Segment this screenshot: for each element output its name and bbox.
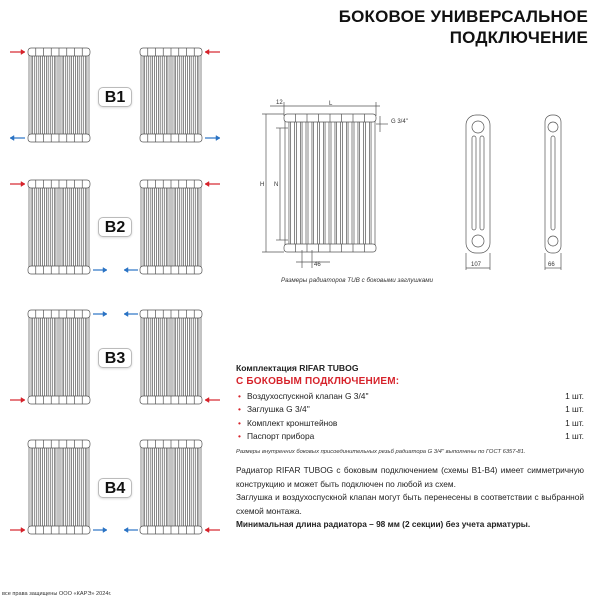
flow-arrow-icon — [10, 398, 25, 403]
kit-item-label: • Комплект кронштейнов — [236, 419, 337, 428]
scheme-badge-b2: B2 — [98, 217, 132, 237]
technical-drawing — [262, 102, 561, 270]
kit-section — [236, 363, 584, 455]
copyright-footer: все права защищены ООО «КАРЭ» 2024г. — [2, 591, 112, 597]
dim-66: 66 — [548, 262, 555, 268]
flow-arrow-icon — [10, 528, 25, 533]
dim-thread: G 3/4'' — [391, 119, 408, 125]
radiator-side-view-107 — [466, 115, 490, 270]
dim-107: 107 — [471, 262, 482, 268]
drawing-caption: Размеры радиаторов TUB с боковыми заглушками — [280, 277, 434, 284]
dim-n: N — [274, 182, 279, 188]
radiator-icon — [28, 48, 90, 142]
kit-item-label: • Паспорт прибора — [236, 432, 314, 441]
radiator-side-view-66 — [545, 115, 561, 270]
flow-arrow-icon — [124, 312, 138, 317]
radiator-icon — [140, 310, 202, 404]
radiator-icon — [140, 48, 202, 142]
flow-arrow-icon — [93, 528, 107, 533]
description — [236, 464, 584, 532]
radiator-icon — [28, 310, 90, 404]
flow-arrow-icon — [205, 182, 220, 187]
title-line-1: БОКОВОЕ УНИВЕРСАЛЬНОЕ — [338, 7, 588, 26]
radiator-icon — [28, 440, 90, 534]
kit-item-qty: 1 шт. — [565, 417, 584, 428]
radiator-icon — [140, 180, 202, 274]
description-p2: Заглушка и воздухоспускной клапан могут быть перенесены в соответствии с выбранной схемой монтажа. — [236, 492, 584, 516]
kit-item-qty: 1 шт. — [565, 390, 584, 401]
flow-arrow-icon — [124, 268, 138, 273]
kit-item-qty: 1 шт. — [565, 431, 584, 441]
dim-l: L — [329, 101, 333, 107]
kit-item — [236, 432, 584, 441]
connection-schemes — [10, 48, 220, 534]
kit-title: Комплектация RIFAR TUBOG — [236, 363, 359, 373]
kit-subtitle: С БОКОВЫМ ПОДКЛЮЧЕНИЕМ: — [236, 376, 400, 387]
scheme-badge-b1: B1 — [98, 87, 132, 107]
description-min-length: Минимальная длина радиатора – 98 мм (2 секции) без учета арматуры. — [236, 519, 531, 529]
kit-item — [236, 419, 584, 428]
description-p1: Радиатор RIFAR TUBOG с боковым подключением (схемы B1-B4) имеет симметричную конструкцию и может быть подключен по любой из схем. — [236, 465, 584, 489]
flow-arrow-icon — [205, 136, 220, 141]
radiator-icon — [284, 114, 376, 252]
flow-arrow-icon — [205, 398, 220, 403]
dim-46: 46 — [314, 262, 321, 268]
kit-item-label: • Заглушка G 3/4'' — [236, 405, 310, 414]
flow-arrow-icon — [10, 50, 25, 55]
kit-item-qty: 1 шт. — [565, 404, 584, 414]
thread-note: Размеры внутренних боковых присоединительных резьб радиатора G 3/4'' выполнены по ГОСТ 6357-81. — [236, 449, 526, 455]
flow-arrow-icon — [205, 50, 220, 55]
flow-arrow-icon — [124, 528, 138, 533]
title-line-2: ПОДКЛЮЧЕНИЕ — [449, 28, 588, 47]
flow-arrow-icon — [93, 268, 107, 273]
flow-arrow-icon — [10, 136, 25, 141]
kit-item — [236, 405, 584, 414]
radiator-icon — [28, 180, 90, 274]
dim-h: H — [260, 182, 265, 188]
scheme-badge-b3: B3 — [98, 348, 132, 368]
radiator-icon — [140, 440, 202, 534]
kit-item — [236, 392, 584, 401]
flow-arrow-icon — [205, 528, 220, 533]
kit-item-label: • Воздухоспускной клапан G 3/4'' — [236, 392, 369, 401]
flow-arrow-icon — [93, 312, 107, 317]
dim-12: 12 — [276, 100, 283, 106]
scheme-badge-b4: B4 — [98, 478, 132, 498]
flow-arrow-icon — [10, 182, 25, 187]
